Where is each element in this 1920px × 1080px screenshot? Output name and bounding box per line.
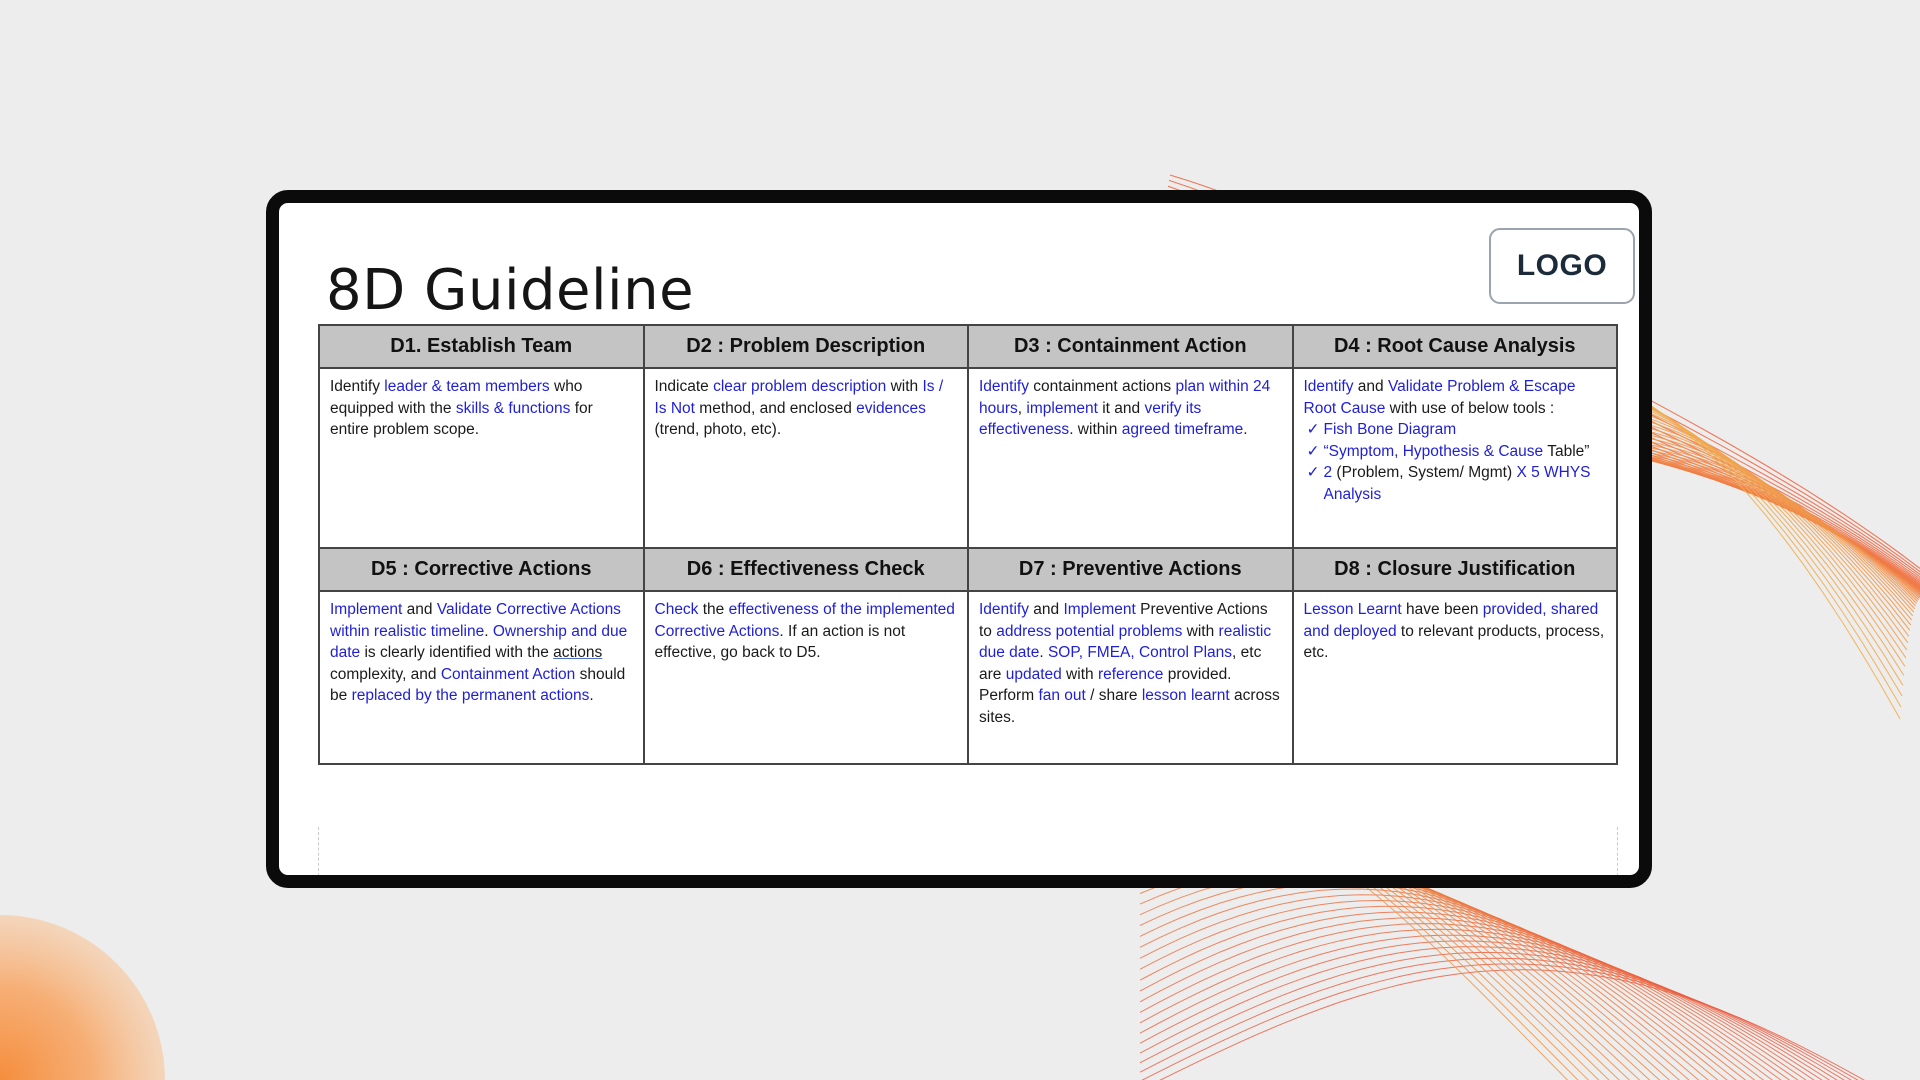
body-row-bottom xyxy=(319,591,1617,764)
highlighted-text: provided, shared and deployed xyxy=(1303,601,1599,640)
highlighted-text: fan out xyxy=(1038,687,1086,704)
text-run: and xyxy=(402,601,437,618)
highlighted-text: Implement xyxy=(330,601,403,618)
text-run: across sites. xyxy=(979,687,1280,726)
orange-blob xyxy=(0,915,165,1080)
guideline-table-top xyxy=(318,324,1618,562)
step-d7-description xyxy=(968,591,1293,764)
text-run: Identify xyxy=(330,378,385,395)
header-row-bottom xyxy=(319,548,1617,591)
step-d5-heading: D5 : Corrective Actions xyxy=(319,548,644,591)
text-run: have been xyxy=(1401,601,1483,618)
text-run: is clearly identified with the xyxy=(360,644,554,661)
step-d2-heading: D2 : Problem Description xyxy=(644,325,969,368)
text-run: , etc are xyxy=(979,644,1262,683)
highlighted-text: SOP, FMEA, Control Plans xyxy=(1047,644,1233,661)
highlighted-text: Lesson Learnt xyxy=(1303,601,1402,618)
highlighted-text: evidences xyxy=(856,399,926,417)
wave-line xyxy=(1140,883,1920,1080)
text-run: containment actions xyxy=(1028,378,1176,395)
highlighted-text: Identify xyxy=(1303,378,1354,395)
text-run: to relevant products, process, etc. xyxy=(1303,622,1605,661)
step-d1-heading: D1. Establish Team xyxy=(319,325,644,368)
highlighted-text: realistic due date xyxy=(979,622,1272,661)
wave-line xyxy=(1140,872,1920,1080)
wave-line xyxy=(1140,889,1920,1080)
description-text xyxy=(979,376,1283,441)
highlighted-text: Validate Corrective Actions within realistic timeline xyxy=(330,601,621,640)
slide-card xyxy=(266,190,1652,888)
highlighted-text: effectiveness of the implemented Corrective Actions xyxy=(654,601,955,640)
text-run: . xyxy=(484,622,493,640)
text-run: (trend, photo, etc). xyxy=(654,421,782,438)
checklist-item xyxy=(1304,441,1608,463)
text-run: . xyxy=(1039,644,1048,661)
description-text xyxy=(979,599,1283,728)
text-run: . xyxy=(589,687,594,704)
highlighted-text: 2 xyxy=(1323,464,1333,481)
highlighted-text: reference xyxy=(1097,665,1164,683)
check-icon: ✓ xyxy=(1306,421,1320,438)
highlighted-text: updated xyxy=(1005,665,1062,683)
description-text xyxy=(1304,376,1608,419)
highlighted-text: X 5 WHYS Analysis xyxy=(1323,464,1591,503)
header-row-top xyxy=(319,325,1617,368)
highlighted-text: verify its effectiveness xyxy=(979,399,1202,438)
highlighted-text: address potential problems xyxy=(996,622,1183,640)
highlighted-text: agreed timeframe xyxy=(1121,421,1244,438)
text-run: should be xyxy=(330,665,626,704)
step-d6-heading: D6 : Effectiveness Check xyxy=(644,548,969,591)
step-d8-description xyxy=(1293,591,1618,764)
highlighted-text: lesson learnt xyxy=(1141,687,1230,704)
guideline-table-bottom xyxy=(318,547,1618,765)
text-run: Indicate xyxy=(654,378,714,395)
highlighted-text: Validate Problem & Escape Root Cause xyxy=(1303,378,1576,417)
step-d5-description xyxy=(319,591,644,764)
highlighted-text: Implement xyxy=(1063,601,1136,618)
highlighted-text: Ownership and due date xyxy=(330,622,628,661)
logo-box: LOGO xyxy=(1489,228,1635,304)
text-run: it and xyxy=(1097,399,1145,417)
step-d2-description xyxy=(644,368,969,561)
text-run: Table” xyxy=(1543,442,1590,460)
step-d8-heading: D8 : Closure Justification xyxy=(1293,548,1618,591)
checklist-item xyxy=(1304,419,1608,441)
step-d7-heading: D7 : Preventive Actions xyxy=(968,548,1293,591)
highlighted-text: clear problem description xyxy=(713,378,887,395)
highlighted-text: skills & functions xyxy=(455,399,571,417)
highlighted-text: plan within 24 hours xyxy=(979,378,1271,417)
text-run: complexity, and xyxy=(330,665,441,683)
text-run: . xyxy=(1243,421,1248,438)
step-d3-description xyxy=(968,368,1293,561)
highlighted-text: “Symptom, Hypothesis & Cause xyxy=(1323,442,1544,460)
description-text xyxy=(1304,599,1608,664)
description-text xyxy=(330,376,634,441)
text-run: actions xyxy=(553,644,603,661)
text-run: provided. Perform xyxy=(979,665,1232,704)
page-title: 8D Guideline xyxy=(326,258,695,323)
highlighted-text: leader & team members xyxy=(384,378,550,395)
text-run: method, and enclosed xyxy=(694,399,857,417)
text-run: and xyxy=(1028,601,1064,618)
highlighted-text: implement xyxy=(1026,399,1098,417)
highlighted-text: Identify xyxy=(979,378,1029,395)
text-run: with xyxy=(1061,665,1098,683)
step-d1-description xyxy=(319,368,644,561)
dashed-guide xyxy=(318,827,1618,888)
check-icon: ✓ xyxy=(1306,442,1320,460)
highlighted-text: replaced by the permanent actions xyxy=(351,687,590,704)
text-run: with xyxy=(1182,622,1219,640)
text-run: . If an action is not effective, go back to D5. xyxy=(654,622,906,661)
highlighted-text: Containment Action xyxy=(440,665,576,683)
text-run: who equipped with the xyxy=(330,378,583,417)
text-run: (Problem, System/ Mgmt) xyxy=(1332,464,1517,481)
description-text xyxy=(655,599,959,664)
highlighted-text: Check xyxy=(654,601,699,618)
checklist-item xyxy=(1304,462,1608,505)
text-run: . within xyxy=(1069,421,1122,438)
text-run: the xyxy=(698,601,729,618)
step-d4-heading: D4 : Root Cause Analysis xyxy=(1293,325,1618,368)
text-run: and xyxy=(1353,378,1388,395)
wave-line xyxy=(1140,901,1920,1080)
text-run: Preventive Actions to xyxy=(979,601,1268,640)
highlighted-text: Fish Bone Diagram xyxy=(1323,421,1457,438)
text-run: , xyxy=(1017,399,1027,417)
step-d3-heading: D3 : Containment Action xyxy=(968,325,1293,368)
tool-checklist xyxy=(1304,419,1608,505)
description-text xyxy=(655,376,959,441)
text-run: with xyxy=(886,378,923,395)
step-d6-description xyxy=(644,591,969,764)
text-run: / share xyxy=(1085,687,1142,704)
step-d4-description xyxy=(1293,368,1618,561)
text-run: with use of below tools : xyxy=(1385,399,1555,417)
description-text xyxy=(330,599,634,707)
body-row-top xyxy=(319,368,1617,561)
highlighted-text: Is / Is Not xyxy=(654,378,944,417)
text-run: for entire problem scope. xyxy=(330,399,593,438)
highlighted-text: Identify xyxy=(979,601,1029,618)
check-icon: ✓ xyxy=(1306,464,1320,481)
wave-line xyxy=(1140,952,1920,1080)
